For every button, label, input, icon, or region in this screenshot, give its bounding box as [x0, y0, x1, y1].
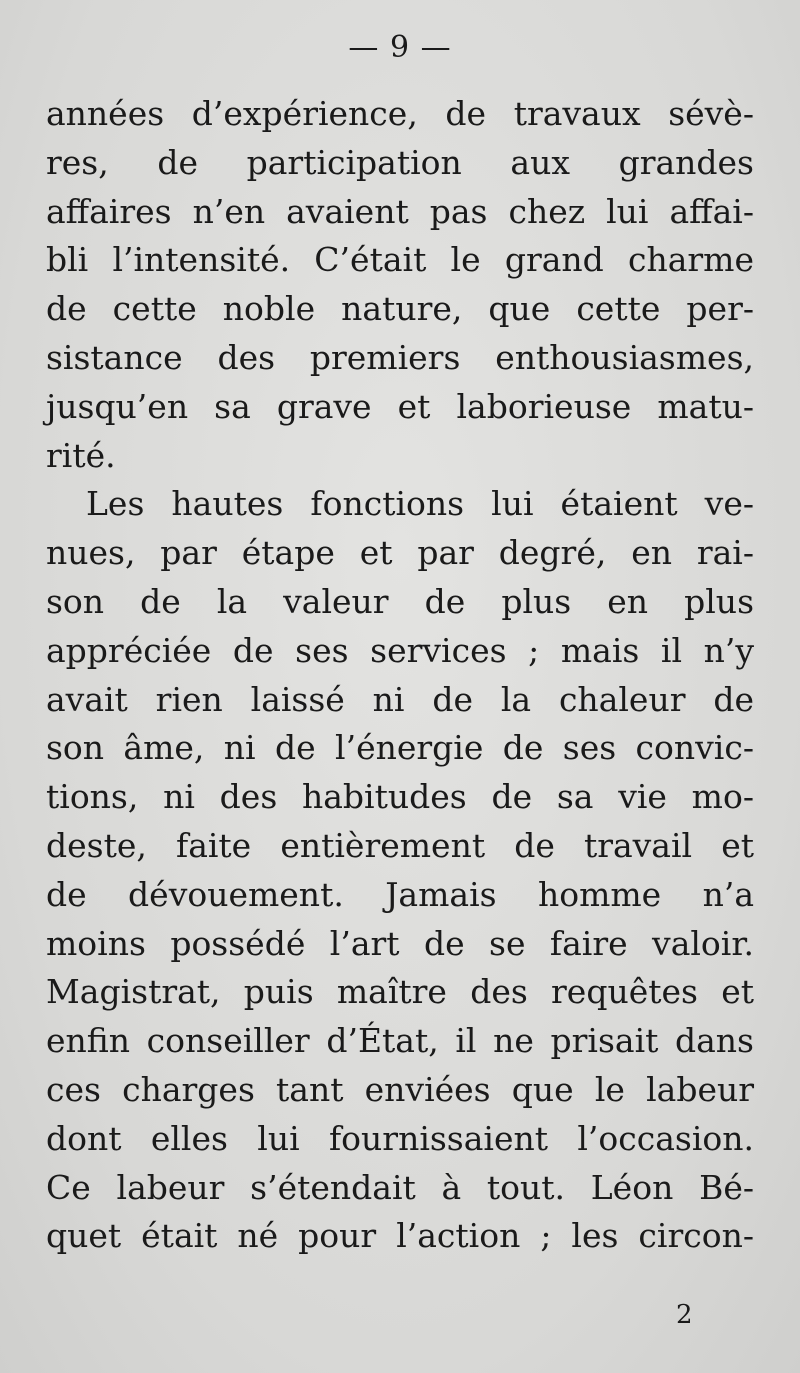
- text-line: son de la valeur de plus en plus: [46, 581, 754, 621]
- text-line: dont elles lui fournissaient l’occasion.: [46, 1118, 754, 1158]
- text-line: sistance des premiers enthousiasmes,: [46, 337, 754, 377]
- page-number: — 9 —: [348, 30, 452, 65]
- text-line: moins possédé l’art de se faire valoir.: [46, 923, 754, 963]
- text-line: années d’expérience, de travaux sévè-: [46, 94, 754, 133]
- text-line: affaires n’en avaient pas chez lui affai-: [46, 191, 754, 231]
- text-line: jusqu’en sa grave et laborieuse matu-: [46, 386, 754, 426]
- text-line: Magistrat, puis maître des requêtes et: [46, 972, 754, 1012]
- text-line: nues, par étape et par degré, en rai-: [46, 533, 754, 573]
- text-line: de cette noble nature, que cette per-: [46, 289, 754, 329]
- text-line: quet était né pour l’action ; les circon-: [46, 1216, 754, 1256]
- text-line: Ce labeur s’étendait à tout. Léon Bé-: [46, 1167, 754, 1207]
- text-line: res, de participation aux grandes: [46, 142, 754, 182]
- paragraph-2: [46, 480, 754, 1261]
- text-line: son âme, ni de l’énergie de ses convic-: [46, 728, 754, 768]
- text-line: tions, ni des habitudes de sa vie mo-: [46, 777, 754, 817]
- text-line: Les hautes fonctions lui étaient ve-: [86, 484, 754, 524]
- text-line: enfin conseiller d’État, il ne prisait dans: [46, 1021, 754, 1061]
- text-line: rité.: [46, 435, 116, 475]
- text-line: deste, faite entièrement de travail et: [46, 825, 754, 865]
- text-line: de dévouement. Jamais homme n’a: [46, 874, 754, 914]
- text-line: appréciée de ses services ; mais il n’y: [46, 630, 754, 670]
- signature-mark: 2: [676, 1300, 693, 1330]
- text-line: avait rien laissé ni de la chaleur de: [46, 679, 754, 719]
- text-line: bli l’intensité. C’était le grand charme: [46, 240, 754, 280]
- text-line: ces charges tant enviées que le labeur: [46, 1069, 754, 1109]
- body-text: [46, 90, 754, 1261]
- paragraph-1: [46, 90, 754, 480]
